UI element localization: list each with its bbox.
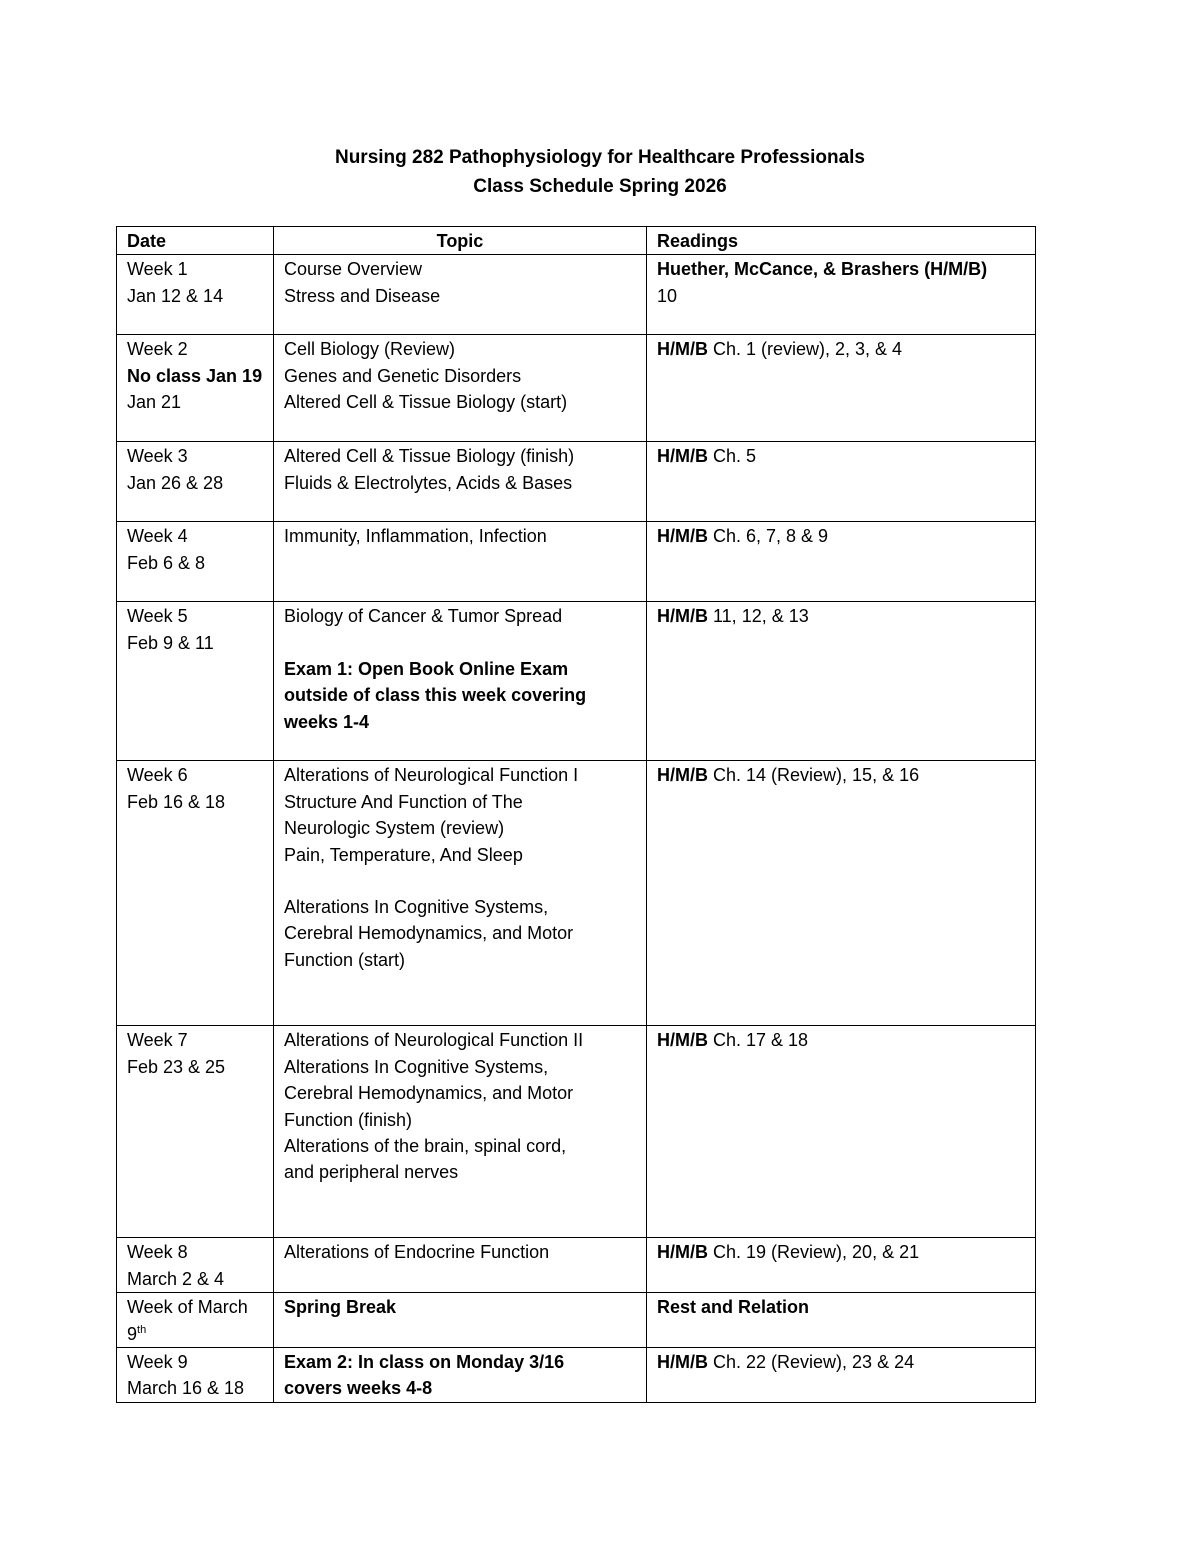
topic-line: Alterations In Cognitive Systems, <box>284 897 549 918</box>
readings-source: H/M/B <box>657 1030 708 1051</box>
topic-line: Immunity, Inflammation, Infection <box>284 526 547 547</box>
topic-cell <box>274 335 647 442</box>
topic-cell <box>274 1293 647 1348</box>
header-topic: Topic <box>274 227 647 255</box>
topic-line: Stress and Disease <box>284 285 441 306</box>
date-cell <box>117 1348 274 1403</box>
week-dates: Feb 6 & 8 <box>127 552 206 573</box>
readings-source: H/M/B <box>657 446 708 467</box>
week-label: Week 2 <box>127 339 188 360</box>
table-row <box>117 761 1036 1026</box>
topic-cell <box>274 442 647 522</box>
topic-line: Alterations of Neurological Function I <box>284 765 579 786</box>
week-dates: Feb 16 & 18 <box>127 791 226 812</box>
week-dates: Jan 26 & 28 <box>127 472 224 493</box>
header-date: Date <box>117 227 274 255</box>
readings-source: H/M/B <box>657 1352 708 1373</box>
table-row <box>117 1348 1036 1403</box>
topic-cell <box>274 1238 647 1293</box>
week-dates: Feb 23 & 25 <box>127 1056 226 1077</box>
week-label: Week 5 <box>127 606 188 627</box>
table-row <box>117 335 1036 442</box>
week-label: Week 7 <box>127 1030 188 1051</box>
date-cell <box>117 522 274 602</box>
week-dates: Feb 9 & 11 <box>127 632 214 653</box>
topic-line: Structure And Function of The <box>284 791 523 812</box>
topic-line: Alterations of Neurological Function II <box>284 1030 584 1051</box>
table-row <box>117 1238 1036 1293</box>
topic-line: Cell Biology (Review) <box>284 339 456 360</box>
week-label: Week 4 <box>127 526 188 547</box>
table-row <box>117 442 1036 522</box>
readings-cell <box>647 522 1036 602</box>
ordinal-suffix: th <box>137 1323 147 1336</box>
readings-chapters: Ch. 1 (review), 2, 3, & 4 <box>708 339 903 360</box>
readings-cell <box>647 442 1036 522</box>
week-dates: March 2 & 4 <box>127 1268 225 1289</box>
topic-line: Genes and Genetic Disorders <box>284 365 522 386</box>
readings-chapters: 11, 12, & 13 <box>708 606 809 627</box>
week-dates: March 16 & 18 <box>127 1378 245 1399</box>
date-cell <box>117 1026 274 1238</box>
schedule-subtitle: Class Schedule Spring 2026 <box>473 176 727 197</box>
readings-chapters: Ch. 19 (Review), 20, & 21 <box>708 1242 920 1263</box>
date-cell <box>117 335 274 442</box>
readings-cell <box>647 1348 1036 1403</box>
topic-cell <box>274 1348 647 1403</box>
exam-notice: Exam 1: Open Book Online Exam <box>284 658 569 679</box>
topic-line: Function (finish) <box>284 1109 413 1130</box>
readings-source: H/M/B <box>657 765 708 786</box>
week-label: Week 1 <box>127 259 188 280</box>
topic-cell <box>274 602 647 761</box>
week-label: Week 3 <box>127 446 188 467</box>
readings-chapters: Ch. 17 & 18 <box>708 1030 809 1051</box>
week-label: Week of March <box>127 1297 248 1318</box>
topic-line: Neurologic System (review) <box>284 818 505 839</box>
topic-line: and peripheral nerves <box>284 1162 459 1183</box>
topic-line: Fluids & Electrolytes, Acids & Bases <box>284 472 573 493</box>
topic-line: Altered Cell & Tissue Biology (finish) <box>284 446 575 467</box>
topic-line: Alterations of Endocrine Function <box>284 1242 550 1263</box>
table-row <box>117 255 1036 335</box>
week-label: Week 6 <box>127 765 188 786</box>
topic-line: Cerebral Hemodynamics, and Motor <box>284 1083 574 1104</box>
readings-source: H/M/B <box>657 1242 708 1263</box>
week-dates <box>127 1321 263 1347</box>
topic-line: Function (start) <box>284 949 406 970</box>
exam-notice: covers weeks 4-8 <box>284 1378 433 1399</box>
topic-cell <box>274 255 647 335</box>
table-header-row <box>117 227 1036 255</box>
date-cell <box>117 442 274 522</box>
week-dates: Jan 21 <box>127 392 182 413</box>
date-cell <box>117 255 274 335</box>
header-readings: Readings <box>647 227 1036 255</box>
week-label: Week 8 <box>127 1242 188 1263</box>
table-row <box>117 522 1036 602</box>
topic-line: Alterations In Cognitive Systems, <box>284 1056 549 1077</box>
document-title-block <box>0 143 1200 201</box>
date-day: 9 <box>127 1323 138 1344</box>
spacer <box>284 868 636 894</box>
readings-source: H/M/B <box>657 526 708 547</box>
topic-cell <box>274 761 647 1026</box>
topic-line: Biology of Cancer & Tumor Spread <box>284 606 563 627</box>
date-cell <box>117 602 274 761</box>
readings-source: H/M/B <box>657 606 708 627</box>
spring-break-label: Spring Break <box>284 1297 397 1318</box>
week-label: Week 9 <box>127 1352 188 1373</box>
exam-notice: outside of class this week covering <box>284 685 587 706</box>
table-row <box>117 602 1036 761</box>
topic-line: Course Overview <box>284 259 423 280</box>
date-cell <box>117 1293 274 1348</box>
topic-line: Alterations of the brain, spinal cord, <box>284 1136 567 1157</box>
readings-source: Huether, McCance, & Brashers (H/M/B) <box>657 259 988 280</box>
readings-chapters: Ch. 5 <box>708 446 757 467</box>
exam-notice: weeks 1-4 <box>284 711 370 732</box>
exam-notice: Exam 2: In class on Monday 3/16 <box>284 1352 565 1373</box>
readings-chapters: 10 <box>657 285 678 306</box>
readings-cell <box>647 1026 1036 1238</box>
topic-cell <box>274 1026 647 1238</box>
readings-chapters: Ch. 22 (Review), 23 & 24 <box>708 1352 915 1373</box>
readings-source: H/M/B <box>657 339 708 360</box>
readings-cell <box>647 255 1036 335</box>
class-schedule-table <box>116 226 1036 1403</box>
readings-cell <box>647 335 1036 442</box>
table-row <box>117 1293 1036 1348</box>
readings-cell <box>647 602 1036 761</box>
week-dates: Jan 12 & 14 <box>127 285 224 306</box>
no-class-notice: No class Jan 19 <box>127 365 263 386</box>
topic-cell <box>274 522 647 602</box>
table-row <box>117 1026 1036 1238</box>
topic-line: Pain, Temperature, And Sleep <box>284 844 523 865</box>
readings-cell <box>647 761 1036 1026</box>
spacer <box>284 630 636 656</box>
readings-cell <box>647 1293 1036 1348</box>
readings-chapters: Ch. 6, 7, 8 & 9 <box>708 526 829 547</box>
topic-line: Altered Cell & Tissue Biology (start) <box>284 392 568 413</box>
readings-chapters: Ch. 14 (Review), 15, & 16 <box>708 765 920 786</box>
topic-line: Cerebral Hemodynamics, and Motor <box>284 923 574 944</box>
date-cell <box>117 1238 274 1293</box>
date-cell <box>117 761 274 1026</box>
readings-rest-note: Rest and Relation <box>657 1297 810 1318</box>
course-title: Nursing 282 Pathophysiology for Healthcare Professionals <box>334 147 866 168</box>
readings-cell <box>647 1238 1036 1293</box>
